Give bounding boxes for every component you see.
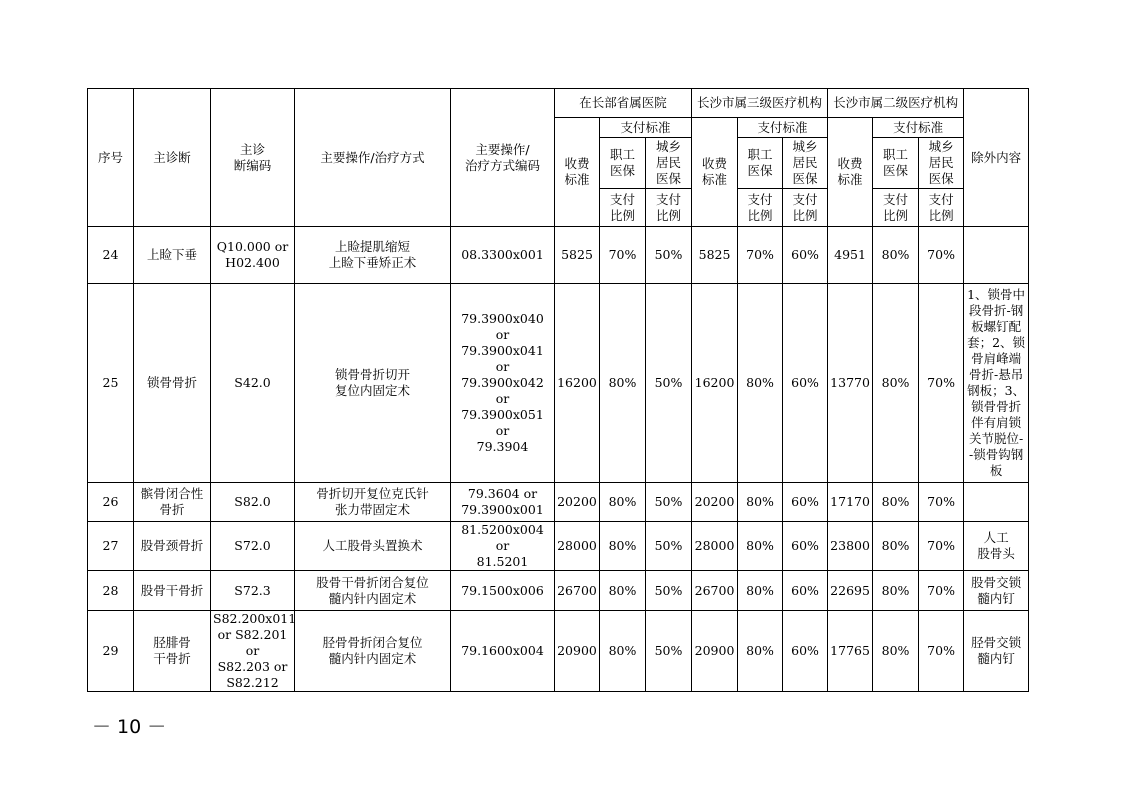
table-row	[88, 483, 1029, 522]
cell-procedure-code: 79.3604 or 79.3900x001	[451, 483, 555, 522]
cell-employee-ratio-provincial: 80%	[600, 611, 646, 692]
header-pay-ratio: 支付 比例	[783, 189, 828, 227]
cell-employee-ratio-provincial: 80%	[600, 522, 646, 571]
cell-employee-ratio-tier2: 80%	[873, 571, 919, 611]
cell-exclusions	[964, 227, 1029, 284]
cell-employee-ratio-provincial: 80%	[600, 483, 646, 522]
cell-seq: 28	[88, 571, 134, 611]
cell-diagnosis-code: S82.0	[211, 483, 295, 522]
cell-fee-provincial: 26700	[555, 571, 600, 611]
cell-procedure-code: 79.1600x004	[451, 611, 555, 692]
cell-diagnosis-code: S42.0	[211, 284, 295, 483]
cell-resident-ratio-tier3: 60%	[783, 483, 828, 522]
cell-procedure-code: 79.3900x040 or 79.3900x041 or 79.3900x042 or 79.3900x051 or 79.3904	[451, 284, 555, 483]
cell-seq: 26	[88, 483, 134, 522]
header-pay-ratio: 支付 比例	[646, 189, 692, 227]
fee-standard-table	[87, 88, 1029, 692]
cell-fee-tier2: 13770	[828, 284, 873, 483]
table-row	[88, 571, 1029, 611]
cell-seq: 25	[88, 284, 134, 483]
cell-employee-ratio-tier2: 80%	[873, 483, 919, 522]
cell-exclusions	[964, 483, 1029, 522]
header-fee-standard: 收费 标准	[692, 118, 738, 227]
cell-diagnosis-code: S82.200x011 or S82.201 or S82.203 or S82.212	[211, 611, 295, 692]
cell-resident-ratio-provincial: 50%	[646, 284, 692, 483]
cell-procedure: 锁骨骨折切开 复位内固定术	[295, 284, 451, 483]
cell-employee-ratio-tier2: 80%	[873, 227, 919, 284]
cell-procedure: 股骨干骨折闭合复位 髓内针内固定术	[295, 571, 451, 611]
header-group-city-tier3: 长沙市属三级医疗机构	[692, 89, 828, 118]
cell-fee-provincial: 5825	[555, 227, 600, 284]
cell-employee-ratio-tier3: 80%	[738, 284, 783, 483]
cell-procedure: 人工股骨头置换术	[295, 522, 451, 571]
cell-employee-ratio-tier2: 80%	[873, 284, 919, 483]
cell-procedure: 上睑提肌缩短 上睑下垂矫正术	[295, 227, 451, 284]
cell-resident-ratio-tier3: 60%	[783, 611, 828, 692]
cell-resident-ratio-provincial: 50%	[646, 522, 692, 571]
cell-fee-tier2: 17765	[828, 611, 873, 692]
cell-resident-ratio-tier2: 70%	[919, 571, 964, 611]
cell-resident-ratio-tier2: 70%	[919, 611, 964, 692]
cell-fee-tier2: 17170	[828, 483, 873, 522]
cell-resident-ratio-tier3: 60%	[783, 227, 828, 284]
cell-diagnosis-code: Q10.000 or H02.400	[211, 227, 295, 284]
header-fee-standard: 收费 标准	[828, 118, 873, 227]
cell-resident-ratio-tier2: 70%	[919, 522, 964, 571]
cell-diagnosis-code: S72.0	[211, 522, 295, 571]
cell-procedure: 胫骨骨折闭合复位 髓内针内固定术	[295, 611, 451, 692]
header-resident-insurance: 城乡 居民 医保	[646, 138, 692, 189]
cell-seq: 27	[88, 522, 134, 571]
header-pay-standard: 支付标准	[873, 118, 964, 138]
header-fee-standard: 收费 标准	[555, 118, 600, 227]
header-procedure-code: 主要操作/ 治疗方式编码	[451, 89, 555, 227]
table-row	[88, 227, 1029, 284]
cell-employee-ratio-tier3: 80%	[738, 611, 783, 692]
cell-diagnosis: 锁骨骨折	[134, 284, 211, 483]
cell-fee-tier3: 28000	[692, 522, 738, 571]
cell-resident-ratio-tier2: 70%	[919, 483, 964, 522]
header-pay-ratio: 支付 比例	[600, 189, 646, 227]
cell-resident-ratio-tier3: 60%	[783, 571, 828, 611]
cell-diagnosis: 胫腓骨 干骨折	[134, 611, 211, 692]
header-pay-ratio: 支付 比例	[919, 189, 964, 227]
cell-exclusions: 股骨交锁 髓内钉	[964, 571, 1029, 611]
header-pay-standard: 支付标准	[738, 118, 828, 138]
cell-diagnosis-code: S72.3	[211, 571, 295, 611]
header-group-provincial: 在长部省属医院	[555, 89, 692, 118]
page-number: － 10 －	[92, 716, 167, 738]
cell-fee-provincial: 28000	[555, 522, 600, 571]
cell-employee-ratio-tier3: 80%	[738, 571, 783, 611]
cell-resident-ratio-provincial: 50%	[646, 227, 692, 284]
table-row	[88, 284, 1029, 483]
cell-diagnosis: 髌骨闭合性 骨折	[134, 483, 211, 522]
cell-fee-tier3: 16200	[692, 284, 738, 483]
cell-fee-tier2: 4951	[828, 227, 873, 284]
cell-diagnosis: 上睑下垂	[134, 227, 211, 284]
cell-resident-ratio-provincial: 50%	[646, 611, 692, 692]
cell-employee-ratio-provincial: 70%	[600, 227, 646, 284]
cell-employee-ratio-tier3: 80%	[738, 522, 783, 571]
cell-fee-provincial: 20200	[555, 483, 600, 522]
header-resident-insurance: 城乡 居民 医保	[919, 138, 964, 189]
cell-resident-ratio-tier2: 70%	[919, 284, 964, 483]
cell-fee-provincial: 20900	[555, 611, 600, 692]
cell-fee-tier3: 5825	[692, 227, 738, 284]
cell-fee-tier3: 20900	[692, 611, 738, 692]
cell-resident-ratio-tier3: 60%	[783, 522, 828, 571]
cell-employee-ratio-tier2: 80%	[873, 522, 919, 571]
header-resident-insurance: 城乡 居民 医保	[783, 138, 828, 189]
cell-seq: 29	[88, 611, 134, 692]
header-pay-ratio: 支付 比例	[738, 189, 783, 227]
cell-resident-ratio-tier2: 70%	[919, 227, 964, 284]
cell-employee-ratio-provincial: 80%	[600, 571, 646, 611]
header-employee-insurance: 职工 医保	[738, 138, 783, 189]
cell-employee-ratio-tier3: 80%	[738, 483, 783, 522]
header-employee-insurance: 职工 医保	[600, 138, 646, 189]
table-row	[88, 522, 1029, 571]
cell-fee-tier3: 26700	[692, 571, 738, 611]
cell-procedure: 骨折切开复位克氏针 张力带固定术	[295, 483, 451, 522]
header-diagnosis-code: 主诊 断编码	[211, 89, 295, 227]
table-row	[88, 611, 1029, 692]
header-employee-insurance: 职工 医保	[873, 138, 919, 189]
header-exclusions: 除外内容	[964, 89, 1029, 227]
cell-fee-tier3: 20200	[692, 483, 738, 522]
header-row-1	[88, 89, 1029, 118]
cell-diagnosis: 股骨颈骨折	[134, 522, 211, 571]
cell-fee-provincial: 16200	[555, 284, 600, 483]
cell-employee-ratio-tier3: 70%	[738, 227, 783, 284]
cell-procedure-code: 81.5200x004 or 81.5201	[451, 522, 555, 571]
cell-fee-tier2: 23800	[828, 522, 873, 571]
header-procedure: 主要操作/治疗方式	[295, 89, 451, 227]
cell-exclusions: 胫骨交锁 髓内钉	[964, 611, 1029, 692]
cell-employee-ratio-provincial: 80%	[600, 284, 646, 483]
header-diagnosis: 主诊断	[134, 89, 211, 227]
header-group-city-tier2: 长沙市属二级医疗机构	[828, 89, 964, 118]
cell-employee-ratio-tier2: 80%	[873, 611, 919, 692]
cell-exclusions: 1、锁骨中段骨折-钢板螺钉配套；2、锁骨肩峰端骨折-悬吊钢板；3、锁骨骨折伴有肩锁关节脱位--锁骨钩钢板	[964, 284, 1029, 483]
cell-diagnosis: 股骨干骨折	[134, 571, 211, 611]
cell-seq: 24	[88, 227, 134, 284]
header-pay-ratio: 支付 比例	[873, 189, 919, 227]
cell-resident-ratio-tier3: 60%	[783, 284, 828, 483]
header-seq: 序号	[88, 89, 134, 227]
cell-exclusions: 人工 股骨头	[964, 522, 1029, 571]
header-pay-standard: 支付标准	[600, 118, 692, 138]
cell-resident-ratio-provincial: 50%	[646, 483, 692, 522]
cell-resident-ratio-provincial: 50%	[646, 571, 692, 611]
cell-procedure-code: 79.1500x006	[451, 571, 555, 611]
cell-procedure-code: 08.3300x001	[451, 227, 555, 284]
cell-fee-tier2: 22695	[828, 571, 873, 611]
